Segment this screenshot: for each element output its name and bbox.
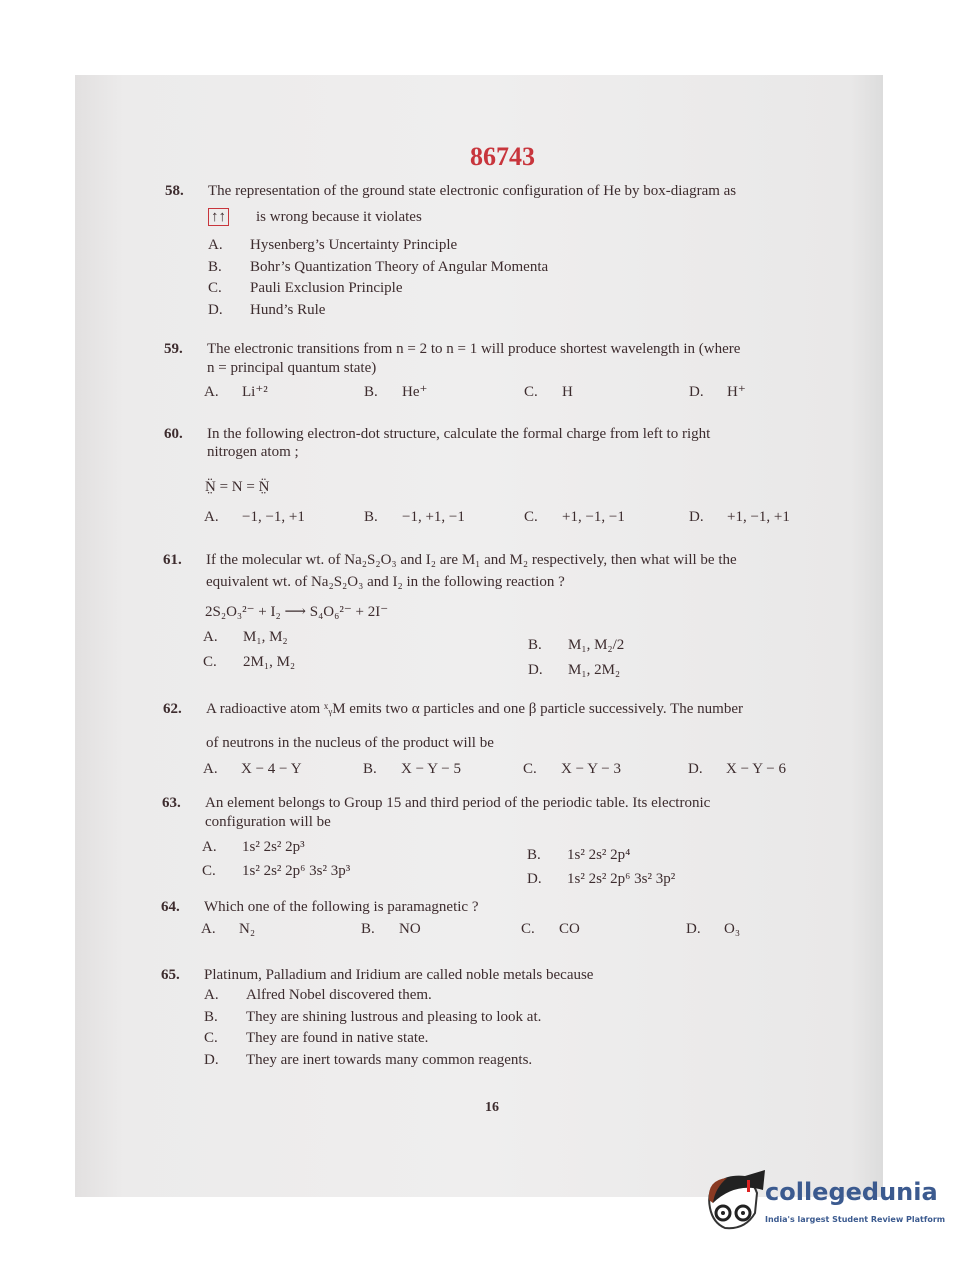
option-text: 1s² 2s² 2p³: [242, 839, 305, 855]
option-text: Hysenberg’s Uncertainty Principle: [250, 237, 458, 253]
option-text: +1, −1, −1: [562, 509, 625, 525]
option-text: 2M₁, M₂: [243, 654, 296, 670]
option-letter: A.: [204, 384, 219, 400]
option-letter: A.: [203, 629, 218, 645]
option-text: H: [562, 384, 573, 400]
question-number: 62.: [163, 701, 182, 717]
option-letter: C.: [524, 384, 538, 400]
option-text: Alfred Nobel discovered them.: [246, 987, 432, 1003]
option-letter: A.: [202, 839, 217, 855]
option-letter: A.: [204, 987, 219, 1003]
question-text: n = principal quantum state): [207, 360, 377, 376]
option-text: X − Y − 5: [401, 761, 461, 777]
watermark-tagline: India's largest Student Review Platform: [765, 1215, 946, 1224]
page-number: 16: [485, 1100, 499, 1115]
electron-dot-structure: N̤̈ = N = N̤̈: [205, 479, 270, 495]
option-text: M₁, 2M₂: [568, 662, 621, 678]
option-letter: B.: [208, 258, 222, 275]
option-letter: B.: [528, 637, 542, 653]
option-text: H⁺: [727, 384, 746, 400]
option-text: X − Y − 3: [561, 761, 621, 777]
option-text: N₂: [239, 921, 256, 937]
option-text: X − 4 − Y: [241, 761, 302, 777]
question-text: Platinum, Palladium and Iridium are called noble metals because: [204, 967, 594, 983]
option-letter: D.: [204, 1051, 219, 1068]
option-letter: C.: [202, 863, 216, 879]
option-text: M₁, M₂/2: [568, 637, 625, 653]
question-text: If the molecular wt. of Na₂S₂O₃ and I₂ are M₁ and M₂ respectively, then what will be the: [206, 552, 737, 568]
option-letter: D.: [689, 509, 704, 525]
question-number: 65.: [161, 967, 180, 983]
option-letter: D.: [688, 761, 703, 777]
question-text: is wrong because it violates: [256, 209, 422, 225]
option-text: Pauli Exclusion Principle: [250, 280, 403, 296]
question-text: A radioactive atom ˣᵧM emits two α particles and one β particle successively. The number: [206, 701, 743, 717]
question-text: In the following electron-dot structure, calculate the formal charge from left to right: [207, 426, 711, 442]
question-text: The representation of the ground state electronic configuration of He by box-diagram as: [208, 183, 737, 199]
option-letter: B.: [361, 921, 375, 937]
option-text: +1, −1, +1: [727, 509, 790, 525]
option-letter: B.: [364, 384, 378, 400]
option-text: −1, −1, +1: [242, 509, 305, 525]
question-text: of neutrons in the nucleus of the product will be: [206, 735, 494, 751]
option-letter: D.: [208, 301, 223, 318]
option-letter: A.: [208, 237, 223, 253]
option-letter: A.: [203, 761, 218, 777]
question-text: Which one of the following is paramagnetic ?: [204, 899, 479, 915]
option-letter: C.: [524, 509, 538, 525]
option-letter: B.: [527, 847, 541, 863]
question-number: 59.: [164, 341, 183, 357]
box-diagram: ↑↑: [208, 208, 229, 226]
option-letter: B.: [363, 761, 377, 777]
option-letter: B.: [204, 1008, 218, 1025]
watermark-brand: collegedunia: [765, 1178, 938, 1206]
question-number: 63.: [162, 795, 181, 811]
option-letter: A.: [204, 509, 219, 525]
option-text: They are shining lustrous and pleasing to look at.: [246, 1008, 542, 1025]
option-letter: C.: [521, 921, 535, 937]
question-text: equivalent wt. of Na₂S₂O₃ and I₂ in the following reaction ?: [206, 574, 565, 590]
option-letter: D.: [686, 921, 701, 937]
option-text: X − Y − 6: [726, 761, 786, 777]
option-letter: C.: [523, 761, 537, 777]
option-text: They are inert towards many common reagents.: [246, 1051, 533, 1068]
option-text: They are found in native state.: [246, 1030, 429, 1046]
option-letter: D.: [527, 871, 542, 887]
option-text: 1s² 2s² 2p⁴: [567, 847, 631, 863]
reaction-equation: 2S₂O₃²⁻ + I₂ ⟶ S₄O₆²⁻ + 2I⁻: [205, 604, 389, 620]
option-text: Li⁺²: [242, 384, 268, 400]
option-text: NO: [399, 921, 421, 937]
option-text: He⁺: [402, 384, 428, 400]
scanned-page: [75, 75, 883, 1197]
question-number: 60.: [164, 426, 183, 442]
option-letter: A.: [201, 921, 216, 937]
option-text: 1s² 2s² 2p⁶ 3s² 3p³: [242, 863, 351, 879]
question-text: An element belongs to Group 15 and third period of the periodic table. Its electronic: [205, 795, 711, 811]
option-text: 1s² 2s² 2p⁶ 3s² 3p²: [567, 871, 676, 887]
option-text: O₃: [724, 921, 741, 937]
paper-code: 86743: [470, 142, 535, 171]
option-letter: C.: [204, 1030, 218, 1046]
question-number: 64.: [161, 899, 180, 915]
option-text: CO: [559, 921, 580, 937]
option-letter: D.: [689, 384, 704, 400]
option-letter: D.: [528, 662, 543, 678]
question-text: configuration will be: [205, 814, 331, 830]
option-text: M₁, M₂: [243, 629, 288, 645]
option-letter: C.: [208, 280, 222, 296]
option-text: −1, +1, −1: [402, 509, 465, 525]
option-letter: C.: [203, 654, 217, 670]
option-text: Bohr’s Quantization Theory of Angular Momenta: [250, 258, 549, 275]
option-text: Hund’s Rule: [250, 301, 326, 318]
question-number: 58.: [165, 183, 184, 199]
question-text: The electronic transitions from n = 2 to n = 1 will produce shortest wavelength in (where: [207, 341, 741, 357]
question-number: 61.: [163, 552, 182, 568]
question-text: nitrogen atom ;: [207, 444, 299, 460]
option-letter: B.: [364, 509, 378, 525]
